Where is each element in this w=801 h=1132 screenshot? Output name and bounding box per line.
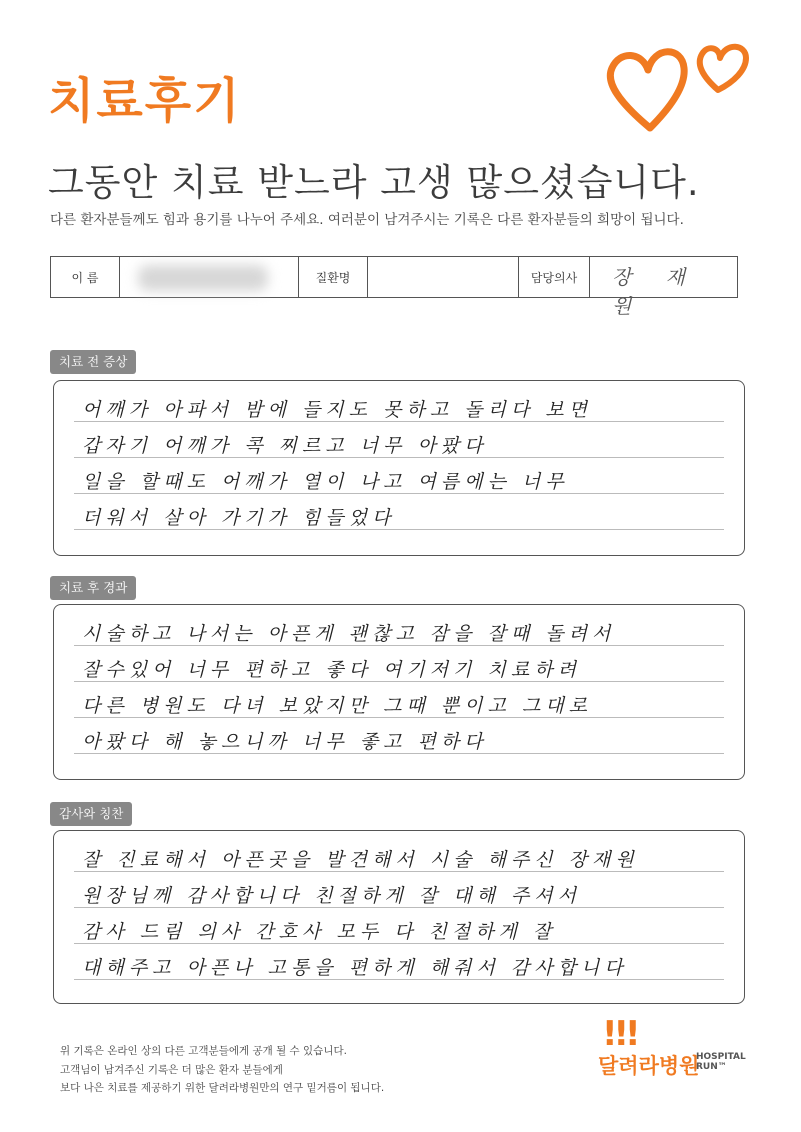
name-field: [119, 257, 299, 297]
info-table: [50, 256, 738, 318]
handwriting-line: 갑자기 어깨가 콕 찌르고 너무 아팠다: [82, 435, 488, 457]
section-box-before: [53, 380, 745, 556]
footer-note: 보다 나은 치료를 제공하기 위한 달려라병원만의 연구 밑거름이 됩니다.: [60, 1082, 385, 1094]
disease-field: [367, 257, 519, 297]
handwriting-line: 어깨가 아파서 밤에 들지도 못하고 돌리다 보면: [82, 399, 592, 421]
handwriting-line: 더워서 살아 가기가 힘들었다: [82, 507, 396, 529]
headline: 그동안 치료 받느라 고생 많으셨습니다.: [48, 161, 700, 204]
heart-icon: [610, 52, 684, 128]
handwriting-line: 다른 병원도 다녀 보았지만 그때 뿐이고 그대로: [82, 695, 592, 717]
page-title: 치료후기: [48, 73, 242, 129]
footer-notes: [60, 1042, 384, 1098]
logo-english-1: HOSPITAL: [696, 1052, 746, 1062]
doctor-field: [589, 257, 737, 318]
section-tag-thanks: 감사와 칭찬: [50, 802, 132, 826]
section-tag-after: 치료 후 경과: [50, 576, 136, 600]
logo-english: [696, 1052, 746, 1072]
heart-small-icon: [700, 47, 746, 90]
name-label: 이 름: [71, 270, 99, 285]
handwriting-line: 시술하고 나서는 아픈게 괜찮고 잠을 잘때 돌려서: [82, 623, 616, 645]
logo-korean: 달려라병원: [598, 1054, 700, 1078]
hospital-logo: [598, 1014, 758, 1090]
handwriting-line: 원장님께 감사합니다 친절하게 잘 대해 주셔서: [82, 885, 581, 907]
handwriting-line: 일을 할때도 어깨가 열이 나고 여름에는 너무: [82, 471, 569, 493]
hearts-decoration: [600, 28, 760, 148]
footer-note: 위 기록은 온라인 상의 다른 고객분들에게 공개 될 수 있습니다.: [60, 1045, 347, 1057]
subline: 다른 환자분들께도 힘과 용기를 나누어 주세요. 여러분이 남겨주시는 기록은 다른 환자분들의 희망이 됩니다.: [50, 212, 684, 228]
footer-note: 고객님이 남겨주신 기록은 더 많은 환자 분들에게: [60, 1063, 283, 1076]
handwriting-line: 잘 진료해서 아픈곳을 발견해서 시술 해주신 장재원: [82, 849, 639, 871]
handwriting-line: 잘수있어 너무 편하고 좋다 여기저기 치료하려: [82, 659, 581, 681]
name-redacted: [138, 265, 268, 291]
section-tag-before: 치료 전 증상: [50, 350, 136, 374]
logo-marks: !!!: [602, 1014, 637, 1054]
section-box-after: [53, 604, 745, 780]
logo-english-2: RUN™: [696, 1062, 727, 1072]
handwriting-line: 대해주고 아픈나 고통을 편하게 해줘서 감사합니다: [82, 957, 628, 979]
disease-label: 질환명: [315, 270, 351, 285]
doctor-label: 담당의사: [530, 270, 578, 285]
handwriting-line: 감사 드림 의사 간호사 모두 다 친절하게 잘: [82, 921, 557, 943]
handwriting-line: 아팠다 해 놓으니까 너무 좋고 편하다: [82, 731, 488, 753]
doctor-handwriting: 장 재 원: [612, 265, 699, 318]
section-box-thanks: [53, 830, 745, 1004]
